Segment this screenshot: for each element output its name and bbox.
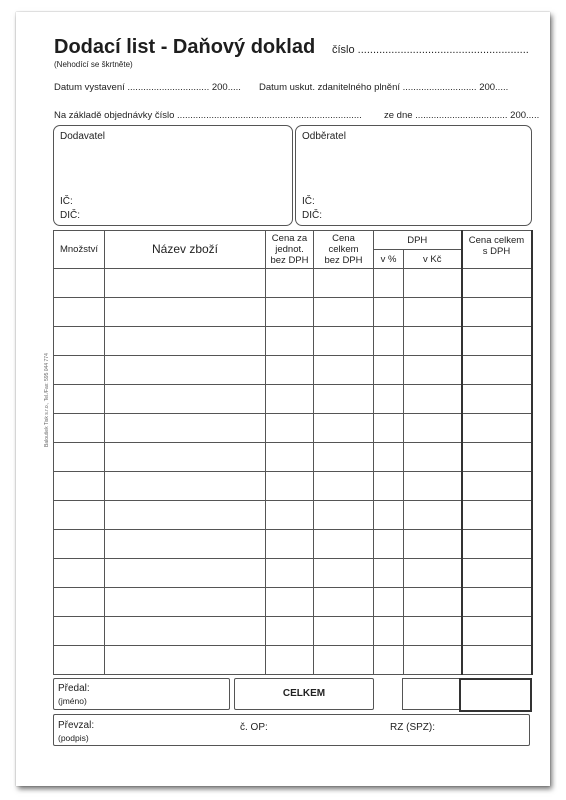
supplier-ic: IČ:: [60, 196, 73, 207]
table-row: [54, 588, 532, 617]
table-cell: [404, 443, 462, 472]
table-cell: [266, 501, 314, 530]
table-cell: [374, 443, 404, 472]
table-cell: [374, 472, 404, 501]
table-cell: [105, 472, 266, 501]
table-cell: [374, 559, 404, 588]
table-cell: [404, 385, 462, 414]
table-cell: [462, 559, 532, 588]
supplier-dic: DIČ:: [60, 210, 80, 221]
table-cell: [266, 646, 314, 675]
unit-price-line-2: jednot.: [275, 244, 304, 255]
table-cell: [314, 617, 374, 646]
table-cell: [314, 356, 374, 385]
table-row: [54, 646, 532, 675]
unit-price-line-1: Cena za: [271, 233, 308, 244]
table-row: [54, 559, 532, 588]
table-cell: [462, 530, 532, 559]
col-vat-czk-header: v Kč: [404, 250, 462, 269]
table-cell: [54, 414, 105, 443]
table-cell: [404, 414, 462, 443]
table-cell: [314, 414, 374, 443]
table-cell: [314, 530, 374, 559]
table-cell: [462, 443, 532, 472]
table-cell: [266, 385, 314, 414]
table-cell: [314, 588, 374, 617]
table-cell: [266, 443, 314, 472]
table-row: [54, 298, 532, 327]
table-cell: [266, 617, 314, 646]
table-cell: [266, 530, 314, 559]
table-cell: [105, 269, 266, 298]
table-row: [54, 443, 532, 472]
table-cell: [374, 501, 404, 530]
table-cell: [105, 385, 266, 414]
table-cell: [374, 298, 404, 327]
table-cell: [314, 501, 374, 530]
table-cell: [266, 356, 314, 385]
table-cell: [314, 646, 374, 675]
table-cell: [462, 414, 532, 443]
order-number-field: Na základě objednávky číslo ......................................................................: [54, 110, 362, 121]
table-cell: [54, 269, 105, 298]
table-cell: [54, 617, 105, 646]
table-cell: [462, 501, 532, 530]
total-no-vat-line-1: Cena: [332, 233, 355, 244]
table-cell: [404, 501, 462, 530]
customer-ic: IČ:: [302, 196, 315, 207]
table-cell: [374, 646, 404, 675]
customer-label: Odběratel: [302, 131, 346, 142]
received-label: Převzal:: [58, 720, 95, 731]
table-cell: [54, 443, 105, 472]
table-cell: [266, 269, 314, 298]
table-cell: [54, 327, 105, 356]
table-cell: [105, 617, 266, 646]
table-cell: [314, 472, 374, 501]
table-cell: [404, 327, 462, 356]
table-cell: [374, 269, 404, 298]
table-cell: [105, 298, 266, 327]
table-cell: [54, 356, 105, 385]
table-cell: [105, 414, 266, 443]
handed-label: Předal:: [58, 683, 90, 694]
table-cell: [105, 356, 266, 385]
total-no-vat-line-2: celkem: [328, 244, 359, 255]
table-cell: [404, 559, 462, 588]
printer-imprint: Baloušek Tisk s.r.o., Tel./Fax: 595 044 774: [44, 353, 50, 447]
col-unit-price-header: [266, 231, 314, 269]
table-row: [54, 472, 532, 501]
col-total-no-vat-header: [314, 231, 374, 269]
tax-date-field: Datum uskut. zdanitelného plnění ............................ 200.....: [259, 82, 509, 93]
table-cell: [266, 559, 314, 588]
table-cell: [374, 414, 404, 443]
table-row: [54, 327, 532, 356]
table-cell: [54, 385, 105, 414]
table-cell: [266, 298, 314, 327]
table-cell: [54, 559, 105, 588]
total-label-box: [234, 678, 374, 710]
table-cell: [462, 356, 532, 385]
table-cell: [462, 617, 532, 646]
col-quantity-header: Množství: [54, 231, 105, 269]
table-cell: [404, 617, 462, 646]
unit-price-line-3: bez DPH: [270, 255, 309, 266]
table-cell: [105, 501, 266, 530]
table-cell: [374, 617, 404, 646]
total-no-vat-line-3: bez DPH: [324, 255, 363, 266]
rz-label: RZ (SPZ):: [390, 722, 435, 733]
issue-date-field: Datum vystavení ............................... 200.....: [54, 82, 241, 93]
table-cell: [462, 646, 532, 675]
total-vat-czk-cell: [402, 678, 460, 710]
table-cell: [105, 559, 266, 588]
table-cell: [105, 588, 266, 617]
table-cell: [266, 472, 314, 501]
strike-note: (Nehodící se škrtněte): [54, 60, 133, 69]
table-row: [54, 530, 532, 559]
customer-box: [295, 125, 532, 226]
table-cell: [266, 327, 314, 356]
table-cell: [54, 501, 105, 530]
table-cell: [54, 646, 105, 675]
table-cell: [404, 269, 462, 298]
table-cell: [462, 472, 532, 501]
table-row: [54, 617, 532, 646]
items-table: [53, 230, 533, 675]
table-cell: [462, 269, 532, 298]
table-cell: [105, 530, 266, 559]
col-vat-header: DPH: [374, 231, 462, 250]
table-cell: [462, 385, 532, 414]
total-with-vat-cell: [459, 678, 532, 712]
total-label: CELKEM: [282, 688, 326, 699]
table-row: [54, 501, 532, 530]
document-number-field: číslo ........................................................: [332, 44, 529, 56]
document-title: Dodací list - Daňový doklad: [54, 36, 316, 58]
table-cell: [314, 269, 374, 298]
received-box: [53, 714, 530, 746]
table-row: [54, 414, 532, 443]
table-cell: [54, 472, 105, 501]
handed-sub: (jméno): [58, 696, 87, 706]
table-cell: [404, 356, 462, 385]
table-cell: [314, 559, 374, 588]
op-label: č. OP:: [240, 722, 268, 733]
table-cell: [105, 327, 266, 356]
table-cell: [314, 385, 374, 414]
table-cell: [314, 327, 374, 356]
table-cell: [404, 530, 462, 559]
table-cell: [462, 327, 532, 356]
table-cell: [314, 298, 374, 327]
total-vat-line-2: s DPH: [482, 246, 511, 257]
table-cell: [105, 443, 266, 472]
table-cell: [266, 588, 314, 617]
table-cell: [105, 646, 266, 675]
table-cell: [54, 588, 105, 617]
col-name-header: Název zboží: [105, 231, 266, 269]
handed-box: [53, 678, 230, 710]
table-cell: [266, 414, 314, 443]
table-cell: [462, 298, 532, 327]
table-cell: [374, 385, 404, 414]
supplier-box: [53, 125, 293, 226]
col-total-vat-header: [462, 231, 532, 269]
customer-dic: DIČ:: [302, 210, 322, 221]
received-sub: (podpis): [58, 733, 89, 743]
order-date-field: ze dne ................................... 200.....: [384, 110, 540, 121]
table-cell: [404, 472, 462, 501]
table-cell: [374, 530, 404, 559]
table-cell: [374, 588, 404, 617]
total-vat-line-1: Cena celkem: [468, 235, 525, 246]
table-cell: [462, 588, 532, 617]
table-cell: [404, 646, 462, 675]
table-cell: [54, 530, 105, 559]
table-row: [54, 356, 532, 385]
table-row: [54, 269, 532, 298]
table-row: [54, 385, 532, 414]
table-cell: [404, 298, 462, 327]
table-cell: [54, 298, 105, 327]
table-cell: [374, 327, 404, 356]
table-cell: [314, 443, 374, 472]
table-cell: [374, 356, 404, 385]
col-vat-pct-header: v %: [374, 250, 404, 269]
supplier-label: Dodavatel: [60, 131, 106, 142]
table-cell: [404, 588, 462, 617]
document-sheet: [16, 12, 550, 786]
